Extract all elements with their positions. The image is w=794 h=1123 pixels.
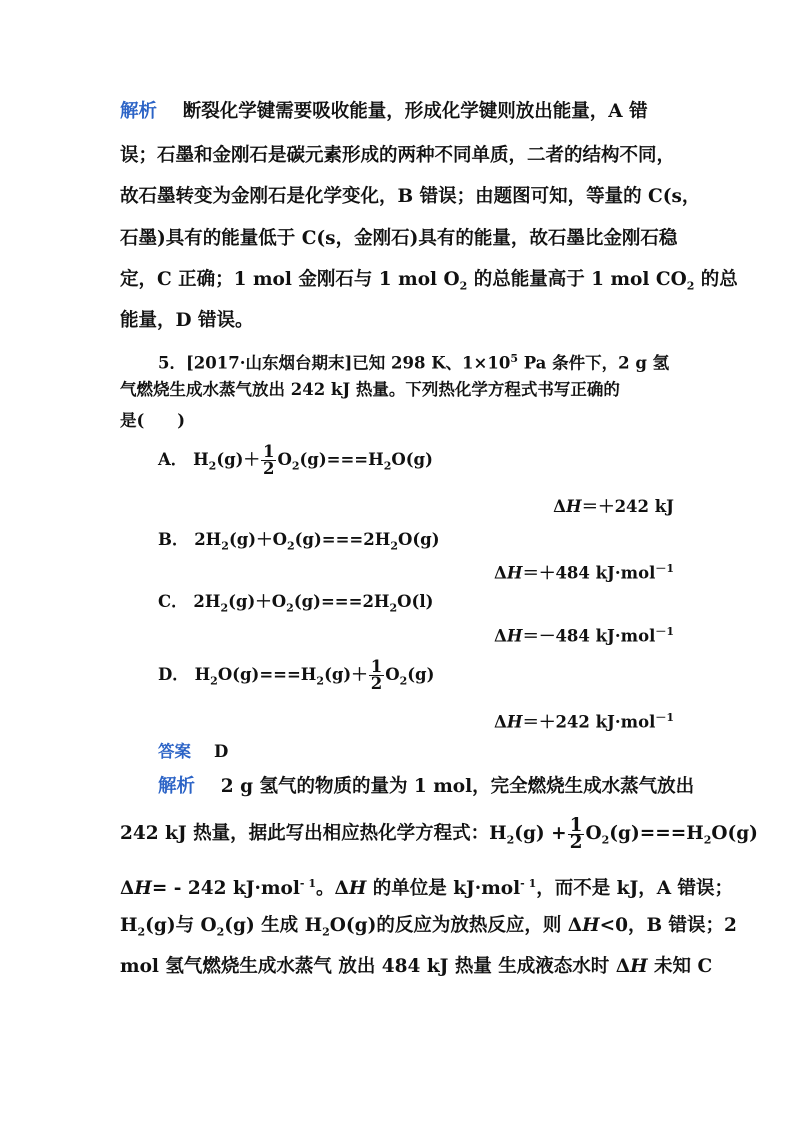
analysis-line-1: 解析 断裂化学键需要吸收能量，形成化学键则放出能量，A 错 xyxy=(120,101,648,122)
option-b: B． $2H_2(g)+O_2(g)===2H_2O(g)$ xyxy=(158,530,440,553)
analysis-line-5: 定，C 正确；1 mol 金刚石与 1 mol $O_2$ 的总能量高于 1 mol $CO_2$ 的总 xyxy=(120,269,738,293)
option-b-enthalpy: ΔH＝＋484 kJ·mol$^{-1}$ xyxy=(494,562,674,583)
answer-line xyxy=(158,740,228,764)
question-line-1: 5．[2017·山东烟台期末]已知 298 K、$1\times 10^5$ Pa 条件下，2 g 氢 xyxy=(158,352,670,373)
option-d-enthalpy: ΔH＝＋242 kJ·mol$^{-1}$ xyxy=(494,711,674,732)
fraction: $\frac{1}{2}$ xyxy=(569,814,583,853)
option-c-enthalpy: ΔH＝－484 kJ·mol$^{-1}$ xyxy=(494,625,674,646)
analysis2-line-2: 242 kJ 热量，据此写出相应热化学方程式：$H_2(g)$ + $\frac{1}{2}$ $O_2(g)===H_2O(g)$ xyxy=(120,814,758,853)
analysis2-line-4: $H_2(g)$与 $O_2(g)$ 生成 $H_2O(g)$的反应为放热反应，则 ΔH<0，B 错误；2 xyxy=(120,915,737,939)
fraction: $\frac{1}{2}$ xyxy=(262,442,275,478)
analysis2-label: 解析 xyxy=(158,776,196,797)
analysis2-line-1: 解析 2 g 氢气的物质的量为 1 mol，完全燃烧生成水蒸气放出 xyxy=(158,776,695,797)
fraction: $\frac{1}{2}$ xyxy=(370,657,383,693)
option-d: D． $H_2O(g)===H_2(g)+$ $\frac{1}{2}$ $O_2(g)$ xyxy=(158,657,435,693)
option-c: C． $2H_2(g)+O_2(g)===2H_2O(l)$ xyxy=(158,592,434,615)
option-a: A． $H_2(g)+$ $\frac{1}{2}$ $O_2(g)===H_2O(g)$ xyxy=(158,442,433,478)
question-line-3: 是( ) xyxy=(120,411,186,430)
analysis-line-3: 故石墨转变为金刚石是化学变化，B 错误；由题图可知，等量的 C(s， xyxy=(120,186,701,207)
analysis2-line-3: ΔH= - 242 kJ·mol$^{- 1}$。ΔH 的单位是 kJ·mol$^{- 1}$，而不是 kJ，A 错误； xyxy=(120,877,734,900)
question-line-2: 气燃烧生成水蒸气放出 242 kJ 热量。下列热化学方程式书写正确的 xyxy=(120,380,620,399)
answer-label: 答案 xyxy=(158,742,191,761)
analysis2-line-5: mol 氢气燃烧生成水蒸气 放出 484 kJ 热量 生成液态水时 ΔH 未知 C xyxy=(120,956,713,977)
analysis-line-4: 石墨)具有的能量低于 C(s，金刚石)具有的能量，故石墨比金刚石稳 xyxy=(120,228,678,249)
option-a-enthalpy: ΔH＝＋242 kJ xyxy=(553,497,674,516)
answer-value: D xyxy=(213,742,229,761)
analysis-line-6: 能量，D 错误。 xyxy=(120,310,254,331)
analysis-label: 解析 xyxy=(120,101,158,122)
analysis-line-2: 误；石墨和金刚石是碳元素形成的两种不同单质，二者的结构不同， xyxy=(120,145,676,166)
